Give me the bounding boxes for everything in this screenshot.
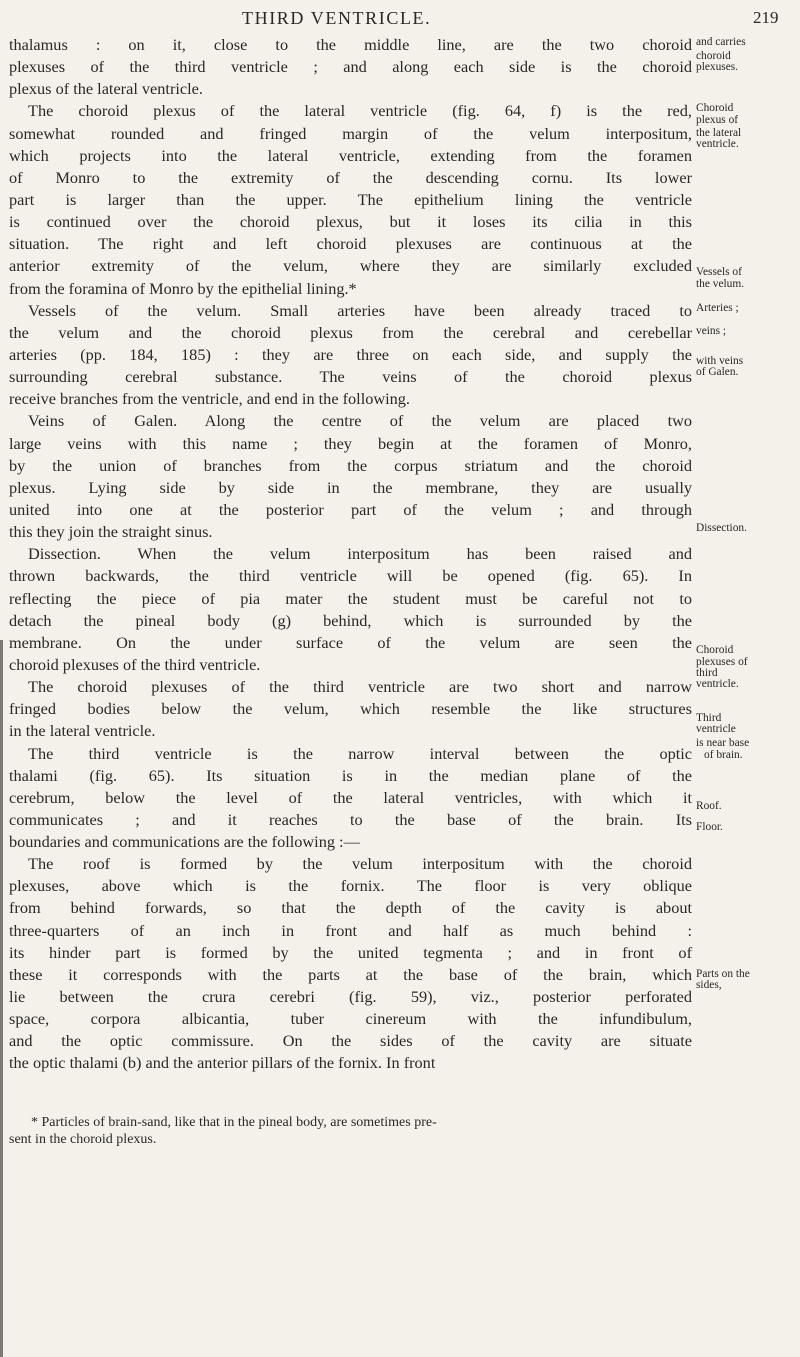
text-line: three-quarters of an inch in front and half as much behind : [9,920,692,940]
text-line: plexus. Lying side by side in the membrane, they are usually [9,477,692,497]
text-line: of Monro to the extremity of the descending cornu. Its lower [9,167,692,187]
text-line: by the union of branches from the corpus striatum and the choroid [9,455,692,475]
side-note: is near base [696,737,750,749]
body-text [9,34,692,1075]
text-line: Dissection. When the velum interpositum has been raised and [28,544,692,564]
side-note: third [696,667,718,679]
text-line: surrounding cerebral substance. The veins of the choroid plexus [9,367,692,387]
text-line: lie between the crura cerebri (fig. 59), viz., posterior perforated [9,987,692,1007]
side-note: Vessels of [696,266,742,278]
side-note: ventricle [696,723,736,735]
text-line: anterior extremity of the velum, where they are similarly excluded [9,256,692,276]
text-line: space, corpora albicantia, tuber cinereum with the infundibulum, [9,1009,692,1029]
running-head: THIRD VENTRICLE. [242,8,432,28]
text-line: from behind forwards, so that the depth of the cavity is about [9,898,692,918]
side-note: Choroid [696,644,734,656]
side-note: of brain. [704,749,743,761]
side-note: veins ; [696,325,727,337]
side-note: Floor. [696,821,723,833]
text-line: plexuses, above which is the fornix. The floor is very oblique [9,876,692,896]
text-line: membrane. On the under surface of the velum are seen the [9,632,692,652]
side-note: ventricle. [696,678,739,690]
footnote-line: * Particles of brain-sand, like that in the pineal body, are sometimes pre- [31,1115,437,1130]
text-line: its hinder part is formed by the united tegmenta ; and in front of [9,942,692,962]
text-line: this they join the straight sinus. [9,522,213,542]
text-line: is continued over the choroid plexus, but it loses its cilia in this [9,212,692,232]
text-line: Veins of Galen. Along the centre of the velum are placed two [28,411,692,431]
text-line: these it corresponds with the parts at the base of the brain, which [9,964,692,984]
side-note: and carries [696,36,746,48]
side-note: of Galen. [696,366,739,378]
text-line: the velum and the choroid plexus from the cerebral and cerebellar [9,322,692,342]
text-line: The third ventricle is the narrow interval between the optic [28,743,692,763]
text-line: the optic thalami (b) and the anterior pillars of the fornix. In front [9,1053,436,1073]
page-edge-shadow [0,640,3,1357]
text-line: and the optic commissure. On the sides of the cavity are situate [9,1031,692,1051]
text-line: thrown backwards, the third ventricle will be opened (fig. 65). In [9,566,692,586]
side-note: with veins [696,355,744,367]
side-note: sides, [696,979,722,991]
text-line: situation. The right and left choroid plexuses are continuous at the [9,234,692,254]
side-note: plexuses of [696,656,748,668]
side-note: Dissection. [696,522,747,534]
text-line: from the foramina of Monro by the epithelial lining.* [9,278,357,298]
side-note: Parts on the [696,968,750,980]
text-line: part is larger than the upper. The epithelium lining the ventricle [9,189,692,209]
page-header [0,0,800,34]
text-line: somewhat rounded and fringed margin of the velum interpositum, [9,123,692,143]
side-note: plexus of [696,114,739,126]
text-line: receive branches from the ventricle, and end in the following. [9,389,410,409]
side-note: Choroid [696,102,734,114]
text-line: detach the pineal body (g) behind, which is surrounded by the [9,610,692,630]
text-line: large veins with this name ; they begin at the foramen of Monro, [9,433,692,453]
text-line: thalamus : on it, close to the middle line, are the two choroid [9,35,692,54]
text-line: united into one at the posterior part of the velum ; and through [9,499,692,519]
text-line: choroid plexuses of the third ventricle. [9,654,261,674]
side-note: the lateral [696,127,742,139]
text-line: communicates ; and it reaches to the base of the brain. Its [9,809,692,829]
side-note: Roof. [696,800,722,812]
text-line: Vessels of the velum. Small arteries have been already traced to [28,300,692,320]
side-note: ventricle. [696,138,739,150]
text-line: in the lateral ventricle. [9,721,156,741]
text-line: cerebrum, below the level of the lateral ventricles, with which it [9,787,692,807]
text-line: fringed bodies below the velum, which resemble the like structures [9,699,692,719]
text-line: The roof is formed by the velum interpositum with the choroid [28,854,692,874]
page-number: 219 [753,8,779,27]
side-note: the velum. [696,278,745,290]
side-note: choroid [696,50,731,62]
text-line: plexus of the lateral ventricle. [9,79,203,99]
text-line: reflecting the piece of pia mater the student must be careful not to [9,588,692,608]
footnote [9,1114,669,1148]
text-line: The choroid plexus of the lateral ventricle (fig. 64, f) is the red, [28,101,692,121]
side-note: plexuses. [696,61,739,73]
text-line: The choroid plexuses of the third ventricle are two short and narrow [28,677,692,697]
text-line: arteries (pp. 184, 185) : they are three on each side, and supply the [9,344,692,364]
footnote-line: sent in the choroid plexus. [9,1132,157,1147]
side-note: Third [696,712,722,724]
text-line: thalami (fig. 65). Its situation is in the median plane of the [9,765,692,785]
text-line: plexuses of the third ventricle ; and along each side is the choroid [9,57,692,77]
text-line: boundaries and communications are the following :— [9,832,360,852]
side-note: Arteries ; [696,302,739,314]
text-line: which projects into the lateral ventricle, extending from the foramen [9,145,692,165]
